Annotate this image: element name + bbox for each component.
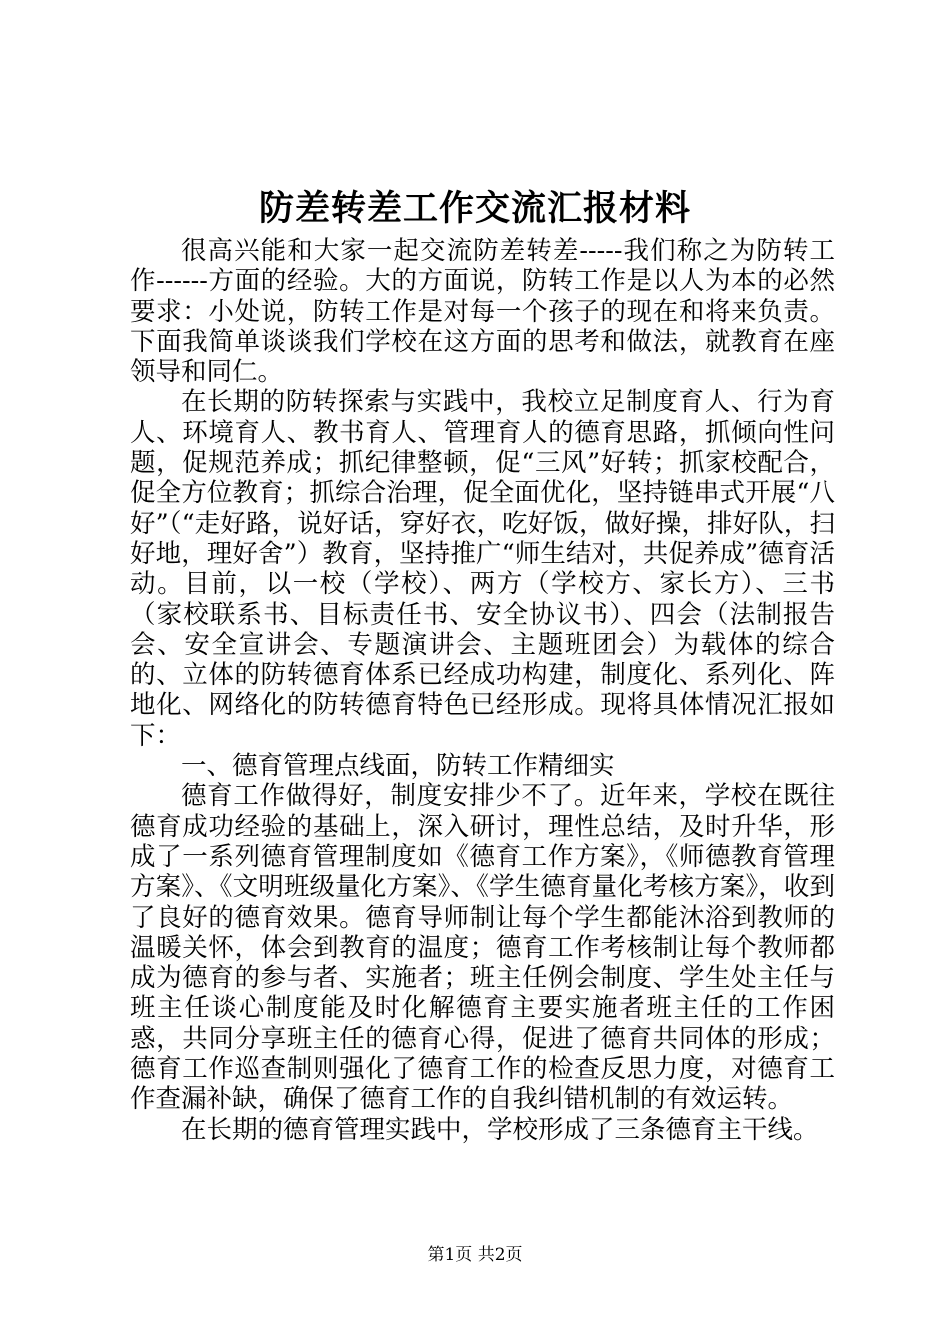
paragraph-management: 德育工作做得好，制度安排少不了。近年来，学校在既往德育成功经验的基础上，深入研讨，理性总结，及时升华，形成了一系列德育管理制度如《德育工作方案》，《师德教育管理方案》、《文明班级量化方案》、《学生德育量化考核方案》，收到了良好的德育效果。德育导师制让每个学生都能沐浴到教师的温暖关怀，体会到教育的温度；德育工作考核制让每个教师都成为德育的参与者、实施者；班主任例会制度、学生处主任与班主任谈心制度能及时化解德育主要实施者班主任的工作困惑，共同分享班主任的德育心得，促进了德育共同体的形成；德育工作巡查制则强化了德育工作的检查反思力度，对德育工作查漏补缺，确保了德育工作的自我纠错机制的有效运转。 (130, 781, 835, 1115)
paragraph-intro: 很高兴能和大家一起交流防差转差-----我们称之为防转工作------方面的经验。大的方面说，防转工作是以人为本的必然要求：小处说，防转工作是对每一个孩子的现在和将来负责。下面我简单谈谈我们学校在这方面的思考和做法，就教育在座领导和同仁。 (130, 236, 835, 388)
section-heading-1: 一、德育管理点线面，防转工作精细实 (181, 751, 615, 782)
document-body (130, 236, 835, 1145)
paragraph-main-lines: 在长期的德育管理实践中，学校形成了三条德育主干线。 (181, 1114, 819, 1145)
document-title: 防差转差工作交流汇报材料 (258, 188, 691, 229)
paragraph-overview: 在长期的防转探索与实践中，我校立足制度育人、行为育人、环境育人、教书育人、管理育人的德育思路，抓倾向性问题，促规范养成；抓纪律整顿，促“三风”好转；抓家校配合，促全方位教育；抓综合治理，促全面优化，坚持链串式开展“八好”（“走好路，说好话，穿好衣，吃好饭，做好操，排好队，扫好地，理好舍”）教育，坚持推广“师生结对，共促养成”德育活动。目前，以一校（学校）、两方（学校方、家长方）、三书（家校联系书、目标责任书、安全协议书）、四会（法制报告会、安全宣讲会、专题演讲会、主题班团会）为载体的综合的、立体的防转德育体系已经成功构建，制度化、系列化、阵地化、网络化的防转德育特色已经形成。现将具体情况汇报如下： (130, 387, 835, 751)
page-footer: 第1页 共2页 (427, 1245, 523, 1265)
